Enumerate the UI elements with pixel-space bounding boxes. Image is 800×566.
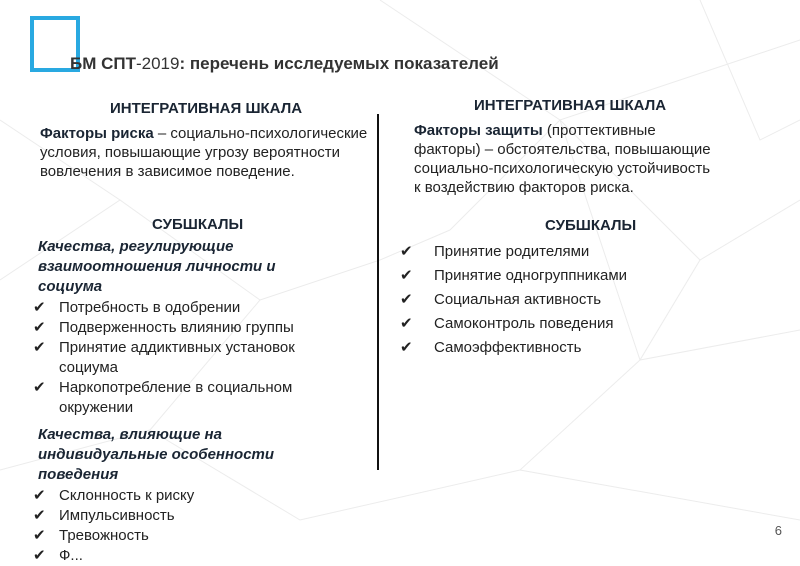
left-factor-text: – социально-психологические условия, повышающие угрозу вероятности вовлечения в зависимое поведение. [40, 125, 368, 180]
left-group2-title: Качества, влияющие на индивидуальные особенности поведения [38, 426, 275, 483]
list-item: ✔ Принятие аддиктивных установок социума [33, 339, 295, 376]
check-icon: ✔ [33, 339, 46, 356]
list-item: ✔ Ф... [33, 547, 83, 564]
check-icon: ✔ [400, 315, 413, 332]
list-item: ✔ Наркопотребление в социальном окружении [33, 379, 293, 416]
page-title: БМ СПТ-2019: перечень исследуемых показателей [70, 54, 499, 73]
left-factor-description [40, 124, 380, 181]
left-group2-list [33, 486, 373, 566]
page-number: 6 [774, 523, 782, 538]
check-icon: ✔ [33, 527, 46, 544]
list-item: ✔ Импульсивность [33, 507, 175, 524]
list-item: ✔ Самоконтроль поведения [400, 312, 740, 336]
right-factor-text: (проттективные факторы) – обстоятельства, повышающие социально-психологическую устойчивость к воздействию факторов риска. [414, 122, 711, 196]
check-icon: ✔ [33, 299, 46, 316]
right-subscales-list [400, 240, 740, 360]
left-scale-heading: ИНТЕГРАТИВНАЯ ШКАЛА [110, 100, 303, 117]
list-item: ✔ Потребность в одобрении [33, 299, 241, 316]
list-item: ✔ Самоэффективность [400, 336, 740, 360]
right-factor-title: Факторы защиты [414, 122, 543, 139]
list-item: ✔ Принятие одногруппниками [400, 264, 740, 288]
check-icon: ✔ [33, 487, 46, 504]
left-group1-title: Качества, регулирующие взаимоотношения личности и социума [38, 238, 276, 295]
check-icon: ✔ [33, 507, 46, 524]
list-item: ✔ Тревожность [33, 527, 149, 544]
list-item: ✔ Склонность к риску [33, 487, 195, 504]
check-icon: ✔ [33, 379, 46, 396]
check-icon: ✔ [400, 267, 413, 284]
left-subscales-heading: СУБШКАЛЫ [152, 216, 244, 233]
check-icon: ✔ [400, 291, 413, 308]
right-factor-description [414, 121, 714, 197]
check-icon: ✔ [33, 319, 46, 336]
right-subscales-heading: СУБШКАЛЫ [545, 217, 637, 234]
list-item: ✔ Подверженность влиянию группы [33, 319, 294, 336]
list-item: ✔ Социальная активность [400, 288, 740, 312]
check-icon: ✔ [33, 547, 46, 564]
right-scale-heading: ИНТЕГРАТИВНАЯ ШКАЛА [474, 97, 667, 114]
left-factor-title: Факторы риска [40, 125, 154, 142]
check-icon: ✔ [400, 243, 413, 260]
left-group1-list [33, 298, 373, 418]
list-item: ✔ Принятие родителями [400, 240, 740, 264]
check-icon: ✔ [400, 339, 413, 356]
